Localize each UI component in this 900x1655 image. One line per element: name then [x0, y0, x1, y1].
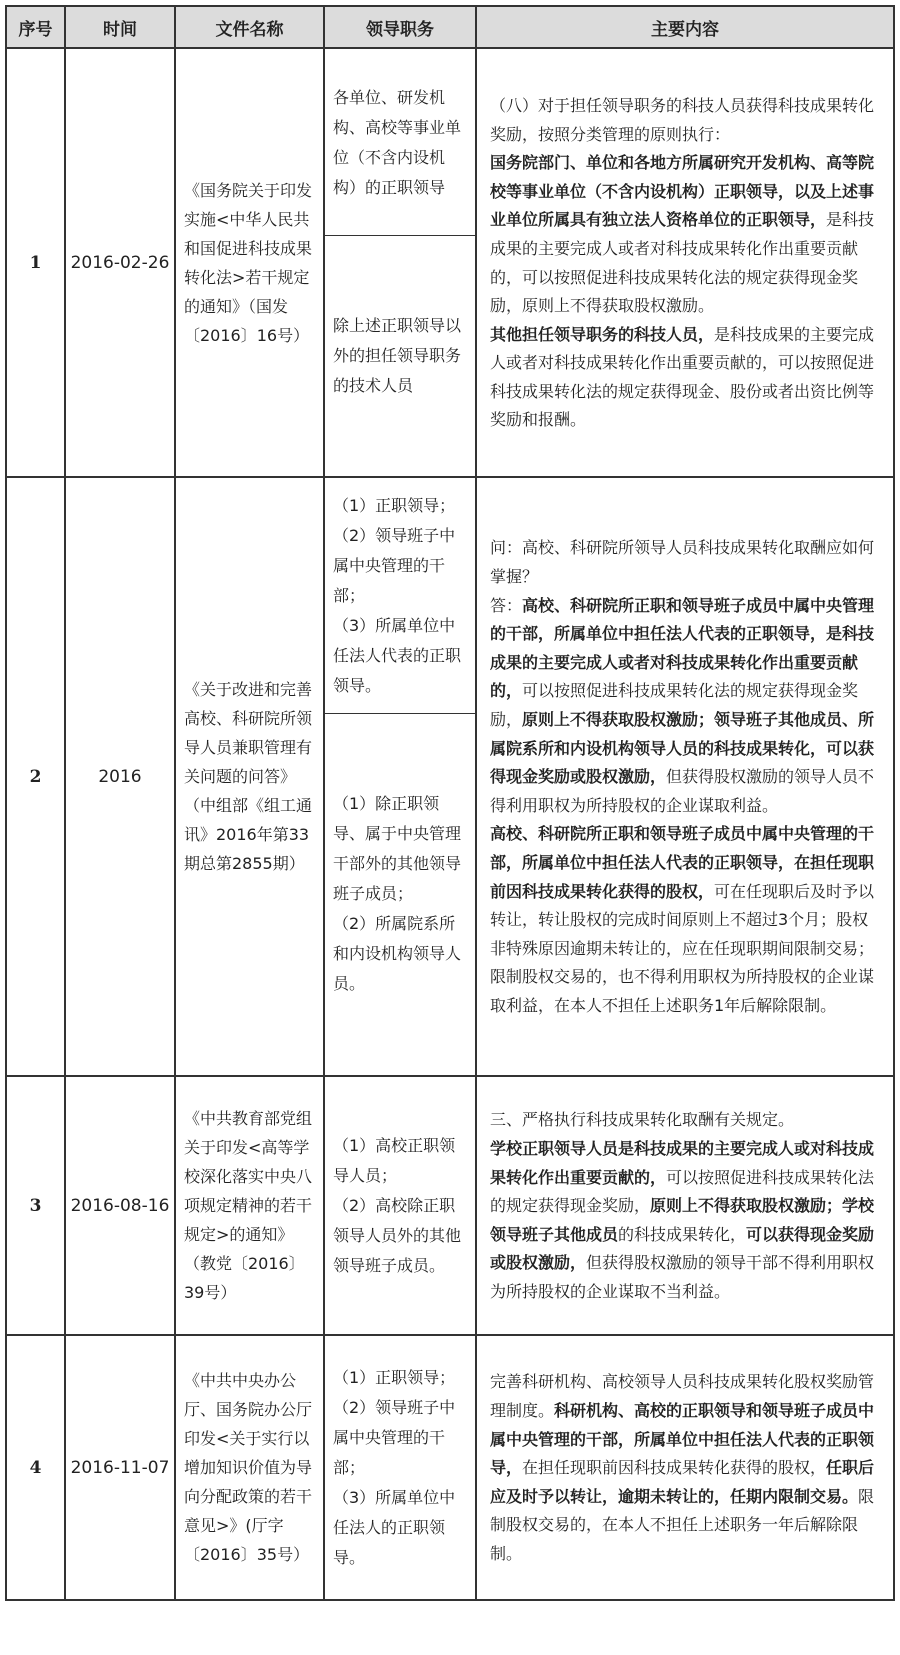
table-row [6, 1076, 894, 1335]
role-block [325, 50, 475, 236]
table-row [6, 1335, 894, 1600]
row-roles [324, 48, 476, 477]
row-date: 2016 [65, 477, 175, 1076]
content-paragraph [490, 1106, 884, 1135]
row-index: 4 [6, 1335, 65, 1600]
row-document: 《关于改进和完善高校、科研院所领导人员兼职管理有关问题的问答》（中组部《组工通讯》2016年第33期总第2855期） [175, 477, 324, 1076]
content-text-bold: 原则上不得获取股权激励；领导班子其他成员、所属院系所和内设机构领导人员的科技成果转化，可以获得现金奖励或股权激励， [490, 710, 875, 787]
role-line: （2）领导班子中属中央管理的干部； [333, 526, 456, 605]
content-paragraph [490, 92, 884, 149]
role-line: （1）高校正职领导人员； [333, 1135, 456, 1185]
row-document: 《中共教育部党组关于印发<高等学校深化落实中央八项规定精神的若干规定>的通知》（教党〔2016〕39号） [175, 1076, 324, 1335]
row-date: 2016-08-16 [65, 1076, 175, 1335]
content-text: 限制股权交易的，在本人不担任上述职务一年后解除限制。 [490, 1486, 875, 1563]
role-line: （1）正职领导； [333, 496, 456, 515]
content-paragraph [490, 321, 884, 435]
row-date: 2016-11-07 [65, 1335, 175, 1600]
row-document: 《国务院关于印发实施<中华人民共和国促进科技成果转化法>若干规定的通知》（国发〔2016〕16号） [175, 48, 324, 477]
content-text: 在担任现职前因科技成果转化获得的股权， [522, 1458, 827, 1478]
content-text-bold: 国务院部门、单位和各地方所属研究开发机构、高等院校等事业单位（不含内设机构）正职领导，以及上述事业单位所属具有独立法人资格单位的正职领导， [490, 153, 875, 230]
content-text-bold: 其他担任领导职务的科技人员， [490, 324, 715, 344]
row-index: 2 [6, 477, 65, 1076]
header-position: 领导职务 [324, 6, 476, 48]
role-line: （3）所属单位中任法人的正职领导。 [333, 1487, 456, 1567]
content-text-bold: 原则上不得获取股权激励；学校领导班子其他成员 [490, 1196, 875, 1244]
role-line: （1）除正职领导、属于中央管理干部外的其他领导班子成员； [333, 794, 462, 903]
header-index: 序号 [6, 6, 65, 48]
role-line: （1）正职领导； [333, 1367, 456, 1387]
row-roles [324, 477, 476, 1076]
role-block [325, 1338, 475, 1597]
content-text: （八）对于担任领导职务的科技人员获得科技成果转化奖励，按照分类管理的原则执行： [490, 95, 875, 144]
role-line: （2）所属院系所和内设机构领导人员。 [333, 914, 462, 993]
content-text: 的科技成果转化， [618, 1224, 747, 1244]
content-paragraph [490, 592, 884, 821]
role-line: （2）高校除正职领导人员外的其他领导班子成员。 [333, 1195, 462, 1275]
content-text: 可在任现职后及时予以转让，转让股权的完成时间原则上不超过3个月；股权非特殊原因逾期未转让的，应在任现职期间限制交易；限制股权交易的，也不得利用职权为所持股权的企业谋取利益，在本人不担任上述职务1年后解除限制。 [490, 881, 875, 1015]
row-index: 3 [6, 1076, 65, 1335]
row-content [476, 1076, 894, 1335]
content-text: 三、严格执行科技成果转化取酬有关规定。 [490, 1110, 795, 1130]
content-text-bold: 任职后应及时予以转让，逾期未转让的，任期内限制交易。 [490, 1458, 875, 1506]
content-text: 可以按照促进科技成果转化法的规定获得现金奖励， [490, 1167, 875, 1216]
row-document: 《中共中央办公厅、国务院办公厅印发<关于实行以增加知识价值为导向分配政策的若干意见>》(厅字〔2016〕35号） [175, 1335, 324, 1600]
role-block [325, 714, 475, 1074]
header-document: 文件名称 [175, 6, 324, 48]
content-paragraph [490, 534, 884, 591]
role-line: 各单位、研发机构、高校等事业单位（不含内设机构）的正职领导 [333, 87, 462, 197]
header-date: 时间 [65, 6, 175, 48]
content-text: 是科技成果的主要完成人或者对科技成果转化作出重要贡献的，可以按照促进科技成果转化法的规定获得现金奖励，原则上不得获取股权激励。 [490, 210, 875, 316]
policy-table [5, 5, 895, 1601]
row-roles [324, 1335, 476, 1600]
content-text-bold: 高校、科研院所正职和领导班子成员中属中央管理的干部，所属单位中担任法人代表的正职领导，是科技成果的主要完成人或者对科技成果转化作出重要贡献的， [490, 595, 875, 701]
content-text-bold: 高校、科研院所正职和领导班子成员中属中央管理的干部，所属单位中担任法人代表的正职领导，在担任现职前因科技成果转化获得的股权， [490, 824, 875, 901]
content-text: 答： [490, 595, 523, 615]
role-block [325, 479, 475, 714]
row-content [476, 48, 894, 477]
role-line: （2）领导班子中属中央管理的干部； [333, 1397, 456, 1477]
header-content: 主要内容 [476, 6, 894, 48]
content-text: 但获得股权激励的领导人员不得利用职权为所持股权的企业谋取利益。 [490, 767, 875, 815]
content-text-bold: 科研机构、高校的正职领导和领导班子成员中属中央管理的干部，所属单位中担任法人代表的正职领导， [490, 1401, 875, 1478]
content-paragraph [490, 149, 884, 321]
role-block [325, 236, 475, 475]
content-text-bold: 可以获得现金奖励或股权激励， [490, 1224, 875, 1273]
content-text: 问：高校、科研院所领导人员科技成果转化取酬应如何掌握？ [490, 538, 875, 587]
content-text: 可以按照促进科技成果转化法的规定获得现金奖励， [490, 681, 859, 730]
content-paragraph [490, 1368, 884, 1568]
role-block [325, 1079, 475, 1332]
content-text: 完善科研机构、高校领导人员科技成果转化股权奖励管理制度。 [490, 1372, 875, 1421]
role-line: 除上述正职领导以外的担任领导职务的技术人员 [333, 315, 462, 395]
row-roles [324, 1076, 476, 1335]
row-content [476, 1335, 894, 1600]
row-index: 1 [6, 48, 65, 477]
content-text: 是科技成果的主要完成人或者对科技成果转化作出重要贡献的，可以按照促进科技成果转化法的规定获得现金、股份或者出资比例等奖励和报酬。 [490, 324, 875, 430]
row-content [476, 477, 894, 1076]
content-paragraph [490, 820, 884, 1020]
header-row [6, 6, 894, 48]
table-row [6, 48, 894, 477]
content-text: 但获得股权激励的领导干部不得利用职权为所持股权的企业谋取不当利益。 [490, 1253, 875, 1301]
row-date: 2016-02-26 [65, 48, 175, 477]
role-line: （3）所属单位中任法人代表的正职领导。 [333, 616, 462, 695]
table-row [6, 477, 894, 1076]
content-text-bold: 学校正职领导人员是科技成果的主要完成人或对科技成果转化作出重要贡献的， [490, 1139, 875, 1187]
content-paragraph [490, 1135, 884, 1307]
